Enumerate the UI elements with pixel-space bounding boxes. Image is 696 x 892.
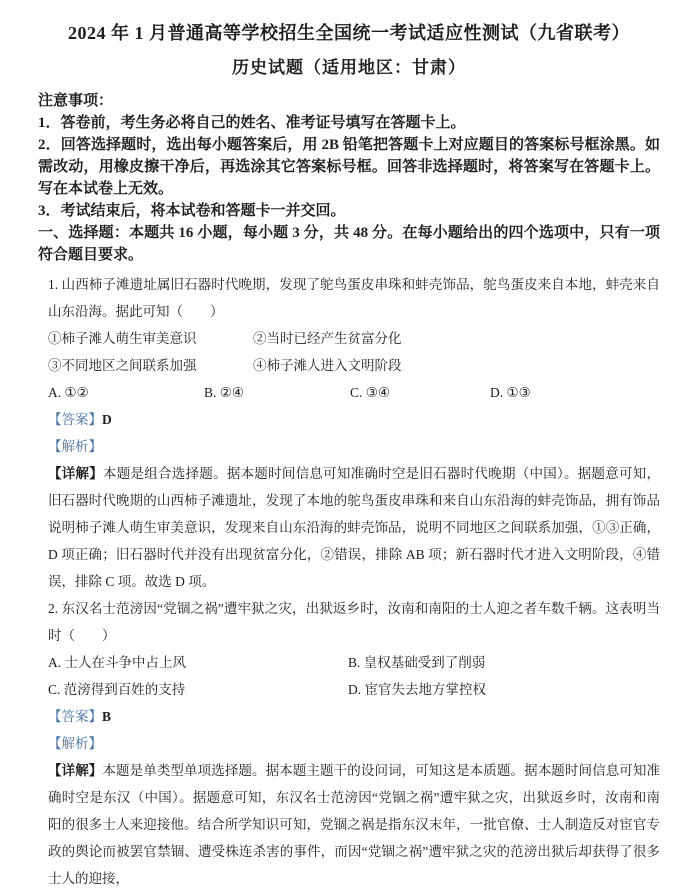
analysis-line xyxy=(48,730,660,757)
choices-row xyxy=(48,379,660,406)
detail-paragraph xyxy=(48,757,660,892)
sub-option-1: ①柿子滩人萌生审美意识 xyxy=(48,331,197,346)
choice-c: C. 范滂得到百姓的支持 xyxy=(48,682,186,697)
notice-heading: 注意事项： xyxy=(38,93,114,109)
analysis-label: 【解析】 xyxy=(48,439,102,454)
answer-line xyxy=(48,703,660,730)
choice-a: A. 士人在斗争中占上风 xyxy=(48,655,186,670)
choice-d: D. 宦官失去地方掌控权 xyxy=(348,682,486,697)
detail-paragraph xyxy=(48,460,660,595)
detail-label: 【详解】 xyxy=(48,466,104,481)
choice-c: C. ③④ xyxy=(350,385,390,400)
section-header: 一、选择题：本题共 16 小题，每小题 3 分，共 48 分。在每小题给出的四个选项中，只有一项符合题目要求。 xyxy=(38,225,660,263)
choices-row-1 xyxy=(48,649,660,676)
answer-value: B xyxy=(102,709,112,724)
question-1 xyxy=(48,271,660,595)
detail-label: 【详解】 xyxy=(48,763,103,778)
answer-label: 【答案】 xyxy=(48,412,102,427)
sub-option-4: ④柿子滩人进入文明阶段 xyxy=(253,358,402,373)
choice-b: B. 皇权基础受到了削弱 xyxy=(348,655,486,670)
choices-row-2 xyxy=(48,676,660,703)
questions-area xyxy=(48,271,660,892)
question-stem: 2. 东汉名士范滂因“党锢之祸”遭牢狱之灾，出狱返乡时，汝南和南阳的士人迎之者车数千辆。这表明当时（ ） xyxy=(48,601,660,643)
answer-label: 【答案】 xyxy=(48,709,102,724)
sub-options-row-2 xyxy=(48,352,660,379)
detail-text: 本题是单类型单项选择题。据本题主题干的设问词，可知这是本质题。据本题时间信息可知准确时空是东汉（中国）。据题意可知，东汉名士范滂因“党锢之祸”遭牢狱之灾，出狱返乡时，汝南和南阳的很多士人来迎接他。结合所学知识可知，党锢之祸是指东汉末年，一批官僚、士人制造反对宦官专政的舆论而被罢官禁锢、遭受株连杀害的事件，而因“党锢之祸”遭牢狱之灾的范滂出狱后却获得了很多士人的迎接， xyxy=(48,763,661,886)
notice-item-3: 3．考试结束后，将本试卷和答题卡一并交回。 xyxy=(38,203,346,219)
choice-b: B. ②④ xyxy=(204,385,244,400)
notice-item-2: 2．回答选择题时，选出每小题答案后，用 2B 铅笔把答题卡上对应题目的答案标号框涂黑。如需改动，用橡皮擦干净后，再选涂其它答案标号框。回答非选择题时，将答案写在答题卡上。写在本试卷上无效。 xyxy=(38,137,660,197)
question-2 xyxy=(48,595,660,892)
sub-option-2: ②当时已经产生贫富分化 xyxy=(253,331,402,346)
notice-section xyxy=(38,90,660,266)
notice-item-1: 1．答卷前，考生务必将自己的姓名、准考证号填写在答题卡上。 xyxy=(38,115,466,131)
analysis-line xyxy=(48,433,660,460)
question-stem: 1. 山西柿子滩遗址属旧石器时代晚期，发现了鸵鸟蛋皮串珠和蚌壳饰品，鸵鸟蛋皮来自本地，蚌壳来自山东沿海。据此可知（ ） xyxy=(48,277,660,319)
sub-options-row-1 xyxy=(48,325,660,352)
detail-text: 本题是组合选择题。据本题时间信息可知准确时空是旧石器时代晚期（中国）。据题意可知，旧石器时代晚期的山西柿子滩遗址，发现了本地的鸵鸟蛋皮串珠和来自山东沿海的蚌壳饰品，拥有饰品说明柿子滩人萌生审美意识，发现来自山东沿海的蚌壳饰品，说明不同地区之间联系加强，①③正确，D 项正确；旧石器时代并没有出现贫富分化，②错误，排除 AB 项；新石器时代才进入文明阶段，④错误，排除 C 项。故选 D 项。 xyxy=(48,466,661,589)
exam-subtitle: 历史试题（适用地区：甘肃） xyxy=(232,58,466,77)
analysis-label: 【解析】 xyxy=(48,736,102,751)
sub-option-3: ③不同地区之间联系加强 xyxy=(48,358,197,373)
exam-title: 2024 年 1 月普通高等学校招生全国统一考试适应性测试（九省联考） xyxy=(68,23,630,43)
answer-value: D xyxy=(102,412,112,427)
choice-d: D. ①③ xyxy=(490,385,531,400)
choice-a: A. ①② xyxy=(48,385,89,400)
answer-line xyxy=(48,406,660,433)
